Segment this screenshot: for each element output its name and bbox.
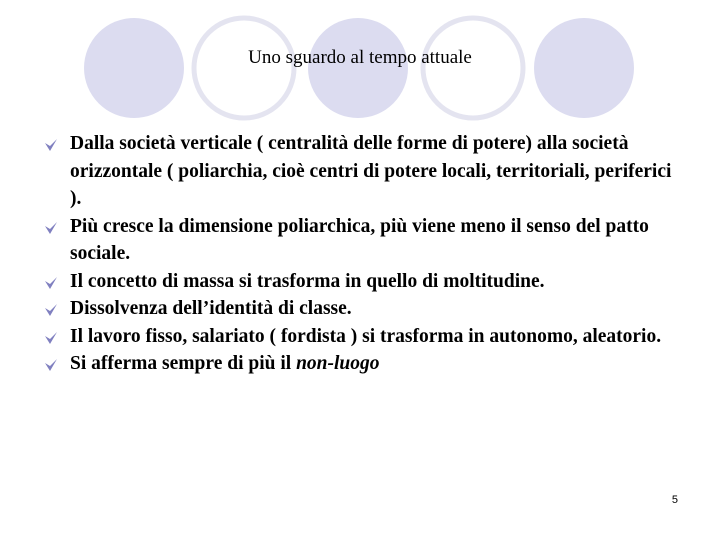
bullet-text-emphasis: non-luogo (296, 353, 380, 374)
bullet-item (44, 295, 684, 323)
checkmark-bullet-icon (44, 276, 58, 290)
bullet-item (44, 213, 684, 268)
bullet-text: Più cresce la dimensione poliarchica, più viene meno il senso del patto sociale. (70, 215, 649, 264)
checkmark-bullet-icon (44, 303, 58, 317)
checkmark-bullet-icon (44, 221, 58, 235)
bullet-list (44, 130, 684, 378)
bullet-text: Il concetto di massa si trasforma in quello di moltitudine. (70, 270, 545, 292)
bullet-text-lead: Si afferma sempre di più il (70, 353, 297, 374)
bullet-item (44, 323, 684, 351)
bullet-item (44, 268, 684, 296)
slide-title: Uno sguardo al tempo attuale (248, 47, 472, 68)
bullet-text: Dissolvenza dell’identità di classe. (70, 298, 352, 319)
checkmark-bullet-icon (44, 138, 58, 152)
bullet-text (70, 353, 380, 374)
bullet-text: Dalla società verticale ( centralità delle forme di potere) alla società orizzontale ( poliarchia, cioè centri di potere locali, territoriali, periferici ). (70, 133, 672, 209)
bullet-item (44, 130, 684, 213)
checkmark-bullet-icon (44, 331, 58, 345)
bullet-item (44, 350, 684, 378)
bullet-text: Il lavoro fisso, salariato ( fordista ) si trasforma in autonomo, aleatorio. (70, 325, 662, 347)
checkmark-bullet-icon (44, 358, 58, 372)
page-number: 5 (671, 494, 678, 506)
